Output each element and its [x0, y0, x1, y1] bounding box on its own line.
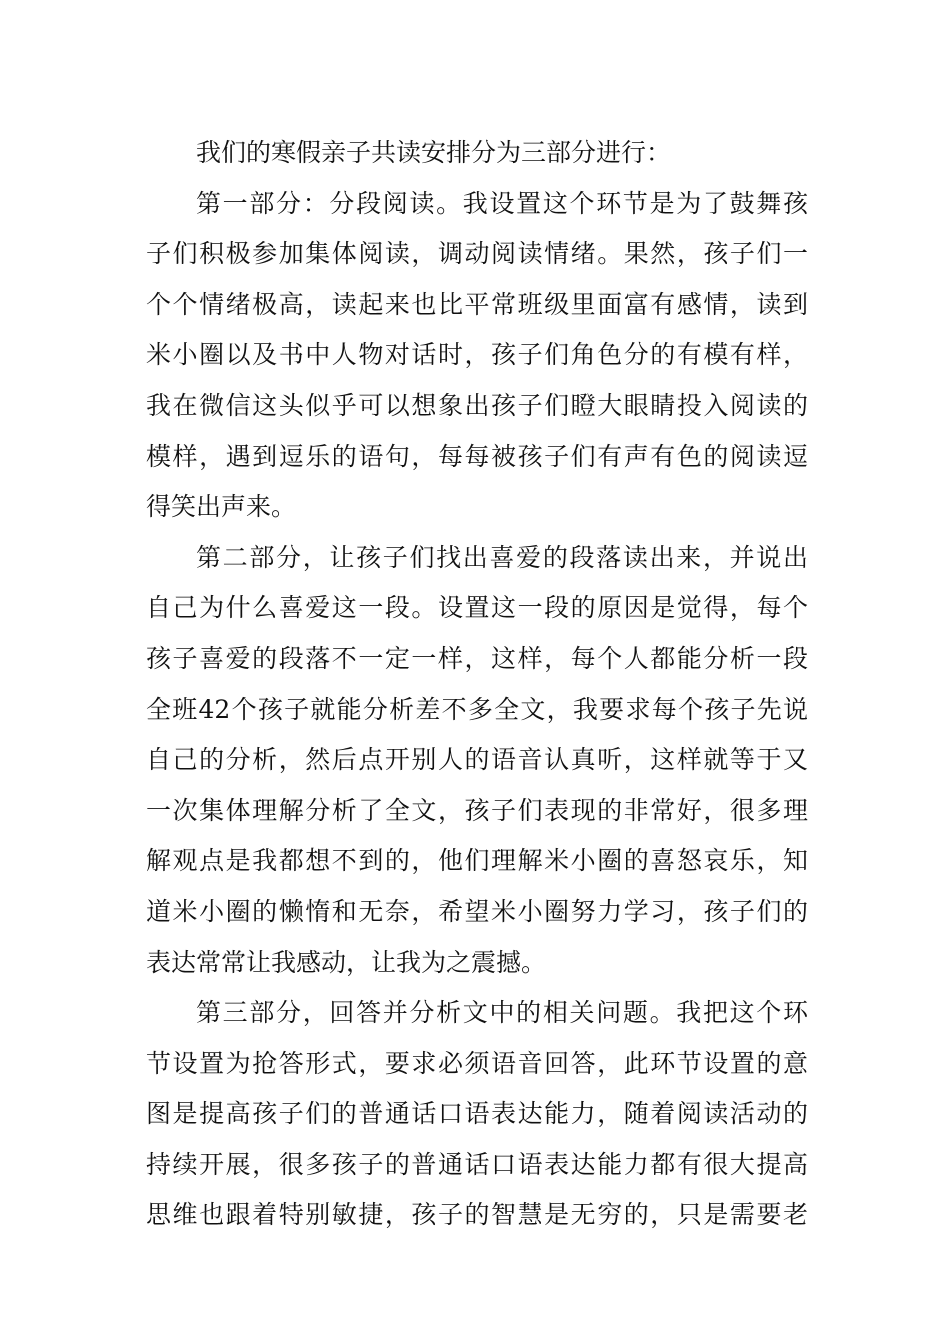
paragraph-3-line-4: 全班42个孩子就能分析差不多全文，我要求每个孩子先说 [146, 694, 808, 724]
paragraph-4-line-1: 第三部分，回答并分析文中的相关问题。我把这个环 [196, 998, 808, 1028]
paragraph-3-line-2: 自己为什么喜爱这一段。设置这一段的原因是觉得，每个 [146, 593, 808, 623]
body-text [146, 128, 808, 1241]
paragraph-4-line-3: 图是提高孩子们的普通话口语表达能力，随着阅读活动的 [146, 1099, 808, 1129]
paragraph-4-line-2: 节设置为抢答形式，要求必须语音回答，此环节设置的意 [146, 1048, 808, 1078]
paragraph-3-line-5: 自己的分析，然后点开别人的语音认真听，这样就等于又 [146, 745, 808, 775]
paragraph-3-line-7: 解观点是我都想不到的，他们理解米小圈的喜怒哀乐，知 [146, 846, 808, 876]
paragraph-3-line-6: 一次集体理解分析了全文，孩子们表现的非常好，很多理 [146, 795, 808, 825]
paragraph-2-line-3: 个个情绪极高，读起来也比平常班级里面富有感情，读到 [146, 289, 808, 319]
paragraph-2-line-7: 得笑出声来。 [146, 492, 297, 522]
paragraph-3-line-8: 道米小圈的懒惰和无奈，希望米小圈努力学习，孩子们的 [146, 896, 808, 926]
paragraph-3-line-9: 表达常常让我感动，让我为之震撼。 [146, 947, 547, 977]
paragraph-1-line-1: 我们的寒假亲子共读安排分为三部分进行： [196, 138, 672, 167]
paragraph-2-line-1: 第一部分：分段阅读。我设置这个环节是为了鼓舞孩 [196, 188, 808, 218]
paragraph-2-line-5: 我在微信这头似乎可以想象出孩子们瞪大眼睛投入阅读的 [146, 390, 808, 420]
paragraph-2-line-6: 模样，遇到逗乐的语句，每每被孩子们有声有色的阅读逗 [146, 441, 808, 471]
paragraph-3-line-1: 第二部分，让孩子们找出喜爱的段落读出来，并说出 [196, 542, 808, 572]
paragraph-3-line-3: 孩子喜爱的段落不一定一样，这样，每个人都能分析一段 [146, 643, 808, 673]
paragraph-4-line-5: 思维也跟着特别敏捷，孩子的智慧是无穷的，只是需要老 [146, 1200, 808, 1230]
paragraph-2-line-4: 米小圈以及书中人物对话时，孩子们角色分的有模有样， [146, 340, 808, 370]
paragraph-4-line-4: 持续开展，很多孩子的普通话口语表达能力都有很大提高 [146, 1149, 808, 1179]
paragraph-2-line-2: 子们积极参加集体阅读，调动阅读情绪。果然，孩子们一 [146, 239, 808, 269]
